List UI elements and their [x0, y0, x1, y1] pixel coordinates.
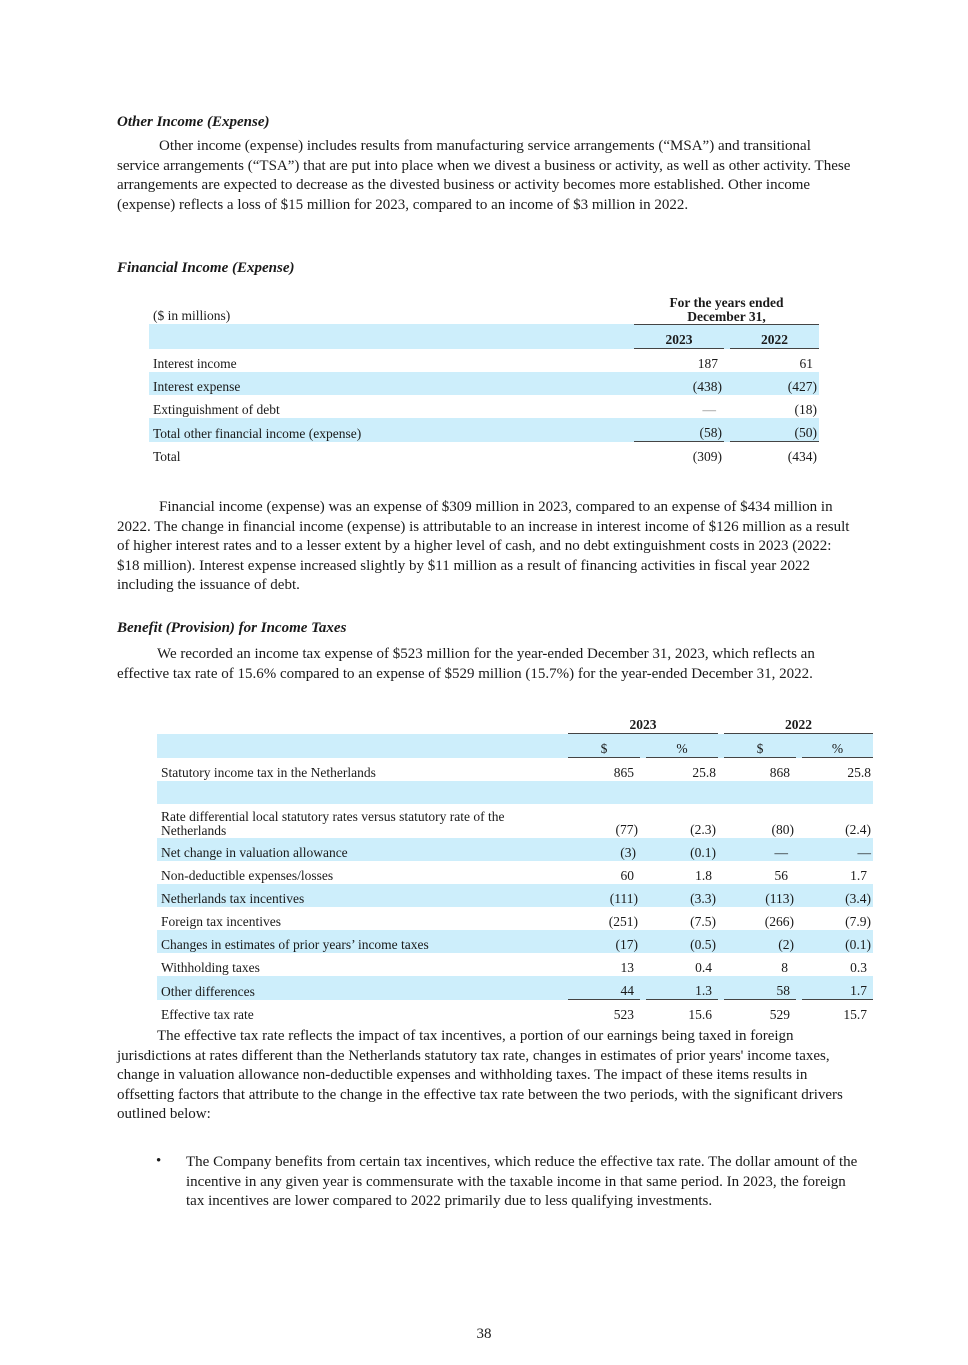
row-label: Total	[153, 449, 181, 464]
value-percent-2022: 15.7	[843, 1007, 867, 1022]
value-percent-2022: 25.8	[847, 765, 871, 780]
row-label: Total other financial income (expense)	[149, 418, 634, 442]
value-dollar-2023: 44	[568, 976, 640, 1000]
year-header-row	[157, 710, 873, 734]
income-tax-table	[157, 710, 873, 1023]
value-percent-2022: (7.9)	[845, 914, 871, 929]
table-row-spacer	[157, 781, 873, 804]
value-dollar-2022: 58	[724, 976, 796, 1000]
value-dollar-2022: 56	[774, 868, 788, 883]
unit-label: ($ in millions)	[153, 308, 231, 323]
row-label: Rate differential local statutory rates versus statutory rate of the Netherlands	[161, 809, 505, 838]
effective-tax-rate-paragraph	[117, 1027, 857, 1125]
value-percent-2023: 1.3	[646, 976, 718, 1000]
table-row	[149, 418, 819, 442]
subcol-percent-2023: %	[646, 734, 718, 758]
value-dollar-2023: 865	[613, 765, 634, 780]
other-income-heading: Other Income (Expense)	[117, 114, 270, 130]
period-header-line1: For the years ended	[669, 295, 784, 310]
row-label: Extinguishment of debt	[153, 402, 280, 417]
subcolumn-header-row	[157, 734, 873, 758]
value-percent-2023: (3.3)	[646, 884, 718, 907]
value-2023: —	[702, 402, 716, 417]
value-percent-2022: 0.3	[850, 960, 867, 975]
value-2023: (58)	[634, 418, 724, 442]
row-label: Netherlands tax incentives	[157, 884, 568, 907]
value-dollar-2023: 13	[620, 960, 634, 975]
value-percent-2023: (0.5)	[646, 930, 718, 953]
value-dollar-2022: (266)	[764, 914, 794, 929]
other-income-paragraph	[117, 137, 857, 215]
value-2022: (434)	[787, 449, 817, 464]
col-2023: 2023	[634, 324, 724, 349]
table-row-total	[149, 442, 819, 465]
row-label: Statutory income tax in the Netherlands	[161, 765, 376, 780]
row-label: Net change in valuation allowance	[157, 838, 568, 861]
value-percent-2023: 1.8	[695, 868, 712, 883]
row-label: Withholding taxes	[161, 960, 260, 975]
row-label: Interest expense	[149, 372, 634, 395]
value-2022: (18)	[794, 402, 817, 417]
value-dollar-2022: 868	[769, 765, 790, 780]
effective-tax-rate-text: The effective tax rate reflects the impact of tax incentives, a portion of our earnings being taxed in foreign jurisdictions at rates different than the Netherlands statutory tax rate, changes in estimates of prior years' income taxes, change in valuation allowance non-deductible expenses and withholding taxes. The impact of these items results in offsetting factors that attribute to the change in the effective tax rate between the two periods, with the significant drivers outlined below:	[117, 1028, 843, 1123]
table-row	[149, 372, 819, 395]
value-2023: (309)	[692, 449, 722, 464]
bullet-marker: •	[156, 1153, 162, 1169]
value-percent-2022: —	[802, 838, 873, 861]
year-2023-header: 2023	[568, 710, 718, 734]
value-percent-2023: (0.1)	[646, 838, 718, 861]
subcol-dollar-2022: $	[724, 734, 796, 758]
income-taxes-paragraph	[117, 645, 857, 684]
table-row	[157, 976, 873, 1000]
table-row-total	[157, 1000, 873, 1023]
value-dollar-2023: (17)	[568, 930, 640, 953]
value-dollar-2023: (251)	[608, 914, 638, 929]
value-percent-2023: 25.8	[692, 765, 716, 780]
period-header-line2: December 31,	[687, 309, 766, 324]
value-2022: (50)	[730, 418, 819, 442]
row-label: Other differences	[157, 976, 568, 1000]
table-header-row	[149, 292, 819, 324]
subcol-dollar-2023: $	[568, 734, 640, 758]
value-percent-2023: (7.5)	[690, 914, 716, 929]
value-percent-2023: 0.4	[695, 960, 712, 975]
value-2022: (427)	[730, 372, 819, 395]
col-2022: 2022	[730, 324, 819, 349]
financial-income-table	[149, 292, 819, 465]
value-percent-2023: 15.6	[688, 1007, 712, 1022]
table-row	[149, 395, 819, 418]
value-2023: (438)	[634, 372, 724, 395]
value-percent-2022: (2.4)	[845, 822, 871, 837]
period-header	[634, 292, 819, 324]
value-2023: 187	[697, 356, 718, 371]
table-row	[157, 861, 873, 884]
value-dollar-2023: (3)	[568, 838, 640, 861]
value-percent-2023: (2.3)	[690, 822, 716, 837]
income-taxes-heading: Benefit (Provision) for Income Taxes	[117, 620, 347, 636]
row-label: Foreign tax incentives	[161, 914, 281, 929]
value-2022: 61	[799, 356, 813, 371]
value-dollar-2022: —	[724, 838, 796, 861]
table-row	[157, 838, 873, 861]
value-dollar-2022: (80)	[771, 822, 794, 837]
page-number: 38	[476, 1326, 492, 1342]
row-label: Non-deductible expenses/losses	[161, 868, 334, 883]
value-dollar-2023: (77)	[615, 822, 638, 837]
table-row	[157, 953, 873, 976]
subcol-percent-2022: %	[802, 734, 873, 758]
value-dollar-2023: 60	[620, 868, 634, 883]
other-income-text: Other income (expense) includes results from manufacturing service arrangements (“MSA”) and transitional service arrangements (“TSA”) that are put into place when we divest a business or activity, as well as other activity. These arrangements are expected to decrease as the divested business or activity becomes more established. Other income (expense) reflects a loss of $15 million for 2023, compared to an income of $3 million in 2022.	[117, 138, 851, 213]
value-percent-2022: 1.7	[802, 976, 873, 1000]
value-percent-2022: 1.7	[850, 868, 867, 883]
table-row	[157, 758, 873, 781]
table-row	[157, 804, 873, 838]
value-dollar-2022: 529	[769, 1007, 790, 1022]
financial-income-heading: Financial Income (Expense)	[117, 260, 295, 276]
row-label: Effective tax rate	[161, 1007, 254, 1022]
value-dollar-2022: (2)	[724, 930, 796, 953]
value-percent-2022: (3.4)	[802, 884, 873, 907]
table-row	[157, 884, 873, 907]
value-dollar-2023: (111)	[568, 884, 640, 907]
table-row	[149, 349, 819, 372]
table-row	[157, 907, 873, 930]
row-label: Changes in estimates of prior years’ income taxes	[157, 930, 568, 953]
value-dollar-2022: 8	[781, 960, 788, 975]
financial-income-paragraph	[117, 498, 857, 596]
year-2022-header: 2022	[724, 710, 873, 734]
financial-income-text: Financial income (expense) was an expense of $309 million in 2023, compared to an expense of $434 million in 2022. The change in financial income (expense) is attributable to an increase in interest income of $126 million as a result of higher interest rates and to a lesser extent by a higher level of cash, and no debt extinguishment costs in 2023 (2022: $18 million). Interest expense increased slightly by $11 million as a result of financing activities in fiscal year 2022 including the issuance of debt.	[117, 499, 850, 594]
value-dollar-2023: 523	[613, 1007, 634, 1022]
value-dollar-2022: (113)	[724, 884, 796, 907]
value-percent-2022: (0.1)	[802, 930, 873, 953]
year-header-row	[149, 324, 819, 349]
income-taxes-text: We recorded an income tax expense of $523 million for the year-ended December 31, 2023, which reflects an effective tax rate of 15.6% compared to an expense of $529 million (15.7%) for the year-ended December 31, 2022.	[117, 646, 815, 682]
bullet-text: The Company benefits from certain tax incentives, which reduce the effective tax rate. The dollar amount of the incentive in any given year is commensurate with the taxable income in that same period. In 2023, the foreign tax incentives are lower compared to 2022 primarily due to less qualifying investments.	[186, 1154, 858, 1210]
row-label: Interest income	[153, 356, 237, 371]
table-row	[157, 930, 873, 953]
